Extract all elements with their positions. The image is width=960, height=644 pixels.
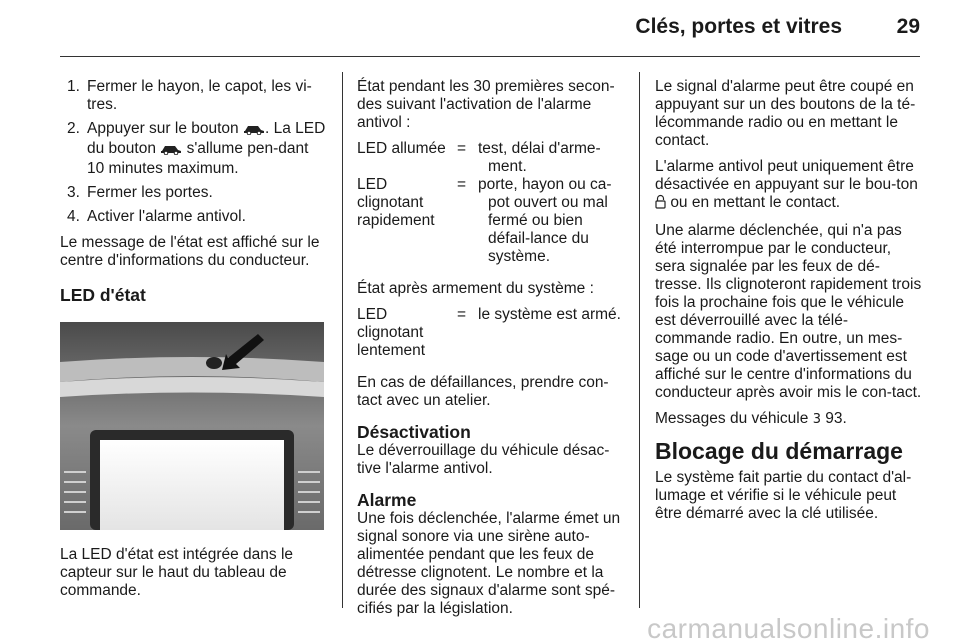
step-number: 4. bbox=[67, 208, 80, 225]
watermark: carmanualsonline.info bbox=[647, 613, 930, 644]
vehicle-messages-ref bbox=[655, 410, 923, 429]
deactivate-paragraph bbox=[655, 158, 923, 214]
header-title: Clés, portes et vitres bbox=[635, 15, 842, 38]
led-meaning bbox=[478, 306, 621, 360]
step-number: 2. bbox=[67, 120, 80, 137]
column-2 bbox=[357, 78, 623, 626]
step-number: 3. bbox=[67, 184, 80, 201]
step-text: s'allume pen-dant 10 minutes maximum. bbox=[87, 140, 309, 177]
equals-sign: = bbox=[457, 176, 467, 193]
header-rule bbox=[60, 56, 920, 57]
led-meaning bbox=[478, 140, 623, 176]
status-message-paragraph: Le message de l'état est affiché sur le centre d'informations du conducteur. bbox=[60, 234, 320, 269]
step-text: Activer l'alarme antivol. bbox=[87, 208, 246, 225]
deactivation-heading: Désactivation bbox=[357, 422, 471, 442]
page-reference[interactable]: 93. bbox=[825, 410, 847, 427]
immobiliser-paragraph: Le système fait partie du contact d'al-lumage et vérifie si le véhicule peut être démarré avec la clé utilisée. bbox=[655, 469, 912, 522]
status-table-2 bbox=[357, 306, 621, 360]
dashboard-led-photo bbox=[60, 322, 324, 530]
car-alarm-icon bbox=[160, 142, 182, 160]
led-meaning-text: le système est armé. bbox=[478, 306, 621, 323]
led-meaning bbox=[478, 176, 623, 266]
step-text: Fermer le hayon, le capot, les vi-tres. bbox=[87, 78, 312, 113]
column-3 bbox=[655, 78, 923, 531]
step-text: . La LED du bouton bbox=[87, 120, 326, 157]
led-caption: La LED d'état est intégrée dans le capteur sur le haut du tableau de commande. bbox=[60, 546, 294, 599]
first-30s-intro: État pendant les 30 premières secon-des suivant l'activation de l'alarme antivol : bbox=[357, 78, 615, 131]
column-divider-1 bbox=[342, 72, 343, 608]
equals-sign: = bbox=[457, 140, 467, 157]
status-table-1 bbox=[357, 140, 623, 266]
column-1 bbox=[60, 78, 326, 608]
after-arming-intro: État après armement du système : bbox=[357, 280, 594, 297]
deactivation-paragraph: Le déverrouillage du véhicule désac-tive l'alarme antivol. bbox=[357, 442, 610, 477]
led-meaning-text: porte, hayon ou ca-pot ouvert ou mal fermé ou bien défail-lance du système. bbox=[478, 176, 612, 265]
page-reference-arrow-icon: 3 bbox=[812, 412, 821, 427]
table-row bbox=[357, 176, 623, 266]
column-divider-2 bbox=[639, 72, 640, 608]
step-number: 1. bbox=[67, 78, 80, 95]
table-row bbox=[357, 140, 623, 176]
alarm-stop-paragraph: Le signal d'alarme peut être coupé en appuyant sur un des boutons de la té-lécommande radio ou en mettant le contact. bbox=[655, 78, 916, 149]
equals-sign: = bbox=[457, 306, 467, 323]
car-alarm-icon bbox=[243, 122, 265, 140]
led-meaning-text: test, délai d'arme-ment. bbox=[478, 140, 601, 175]
failure-paragraph: En cas de défaillances, prendre con-tact avec un atelier. bbox=[357, 374, 609, 409]
triggered-alarm-paragraph: Une alarme déclenchée, qui n'a pas été interrompue par le conducteur, sera signalée par les feux de dé-tresse. Ils clignoteront rapidement trois fois la prochaine fois que le véhicule est déverrouillé avec la télé-commande radio. En outre, un mes-sage ou un code d'avertissement est affiché sur le centre d'informations du conducteur après avoir mis le con-tact. bbox=[655, 222, 922, 401]
paragraph-text: ou en mettant le contact. bbox=[670, 194, 841, 211]
led-state: LED clignotant lentement bbox=[357, 306, 426, 359]
step-3 bbox=[60, 184, 326, 202]
step-text: Fermer les portes. bbox=[87, 184, 213, 201]
immobiliser-heading: Blocage du démarrage bbox=[655, 438, 903, 464]
led-status-heading: LED d'état bbox=[60, 285, 146, 305]
alarm-paragraph: Une fois déclenchée, l'alarme émet un signal sonore via une sirène auto-alimentée pendant que les feux de détresse clignotent. Le nombre et la durée des signaux d'alarme sont spé-cifiés par la législation. bbox=[357, 510, 621, 617]
led-state: LED clignotant rapidement bbox=[357, 176, 435, 229]
page-number: 29 bbox=[896, 15, 920, 38]
paragraph-text: L'alarme antivol peut uniquement être désactivée en appuyant sur le bou-ton bbox=[655, 158, 918, 193]
step-2 bbox=[60, 120, 326, 178]
paragraph-text: Messages du véhicule bbox=[655, 410, 809, 427]
padlock-icon bbox=[655, 194, 666, 214]
led-state: LED allumée bbox=[357, 140, 446, 157]
step-1 bbox=[60, 78, 326, 114]
alarm-heading: Alarme bbox=[357, 490, 417, 510]
step-text: Appuyer sur le bouton bbox=[87, 120, 239, 137]
step-4 bbox=[60, 208, 326, 226]
table-row bbox=[357, 306, 621, 360]
procedure-steps bbox=[60, 78, 326, 226]
